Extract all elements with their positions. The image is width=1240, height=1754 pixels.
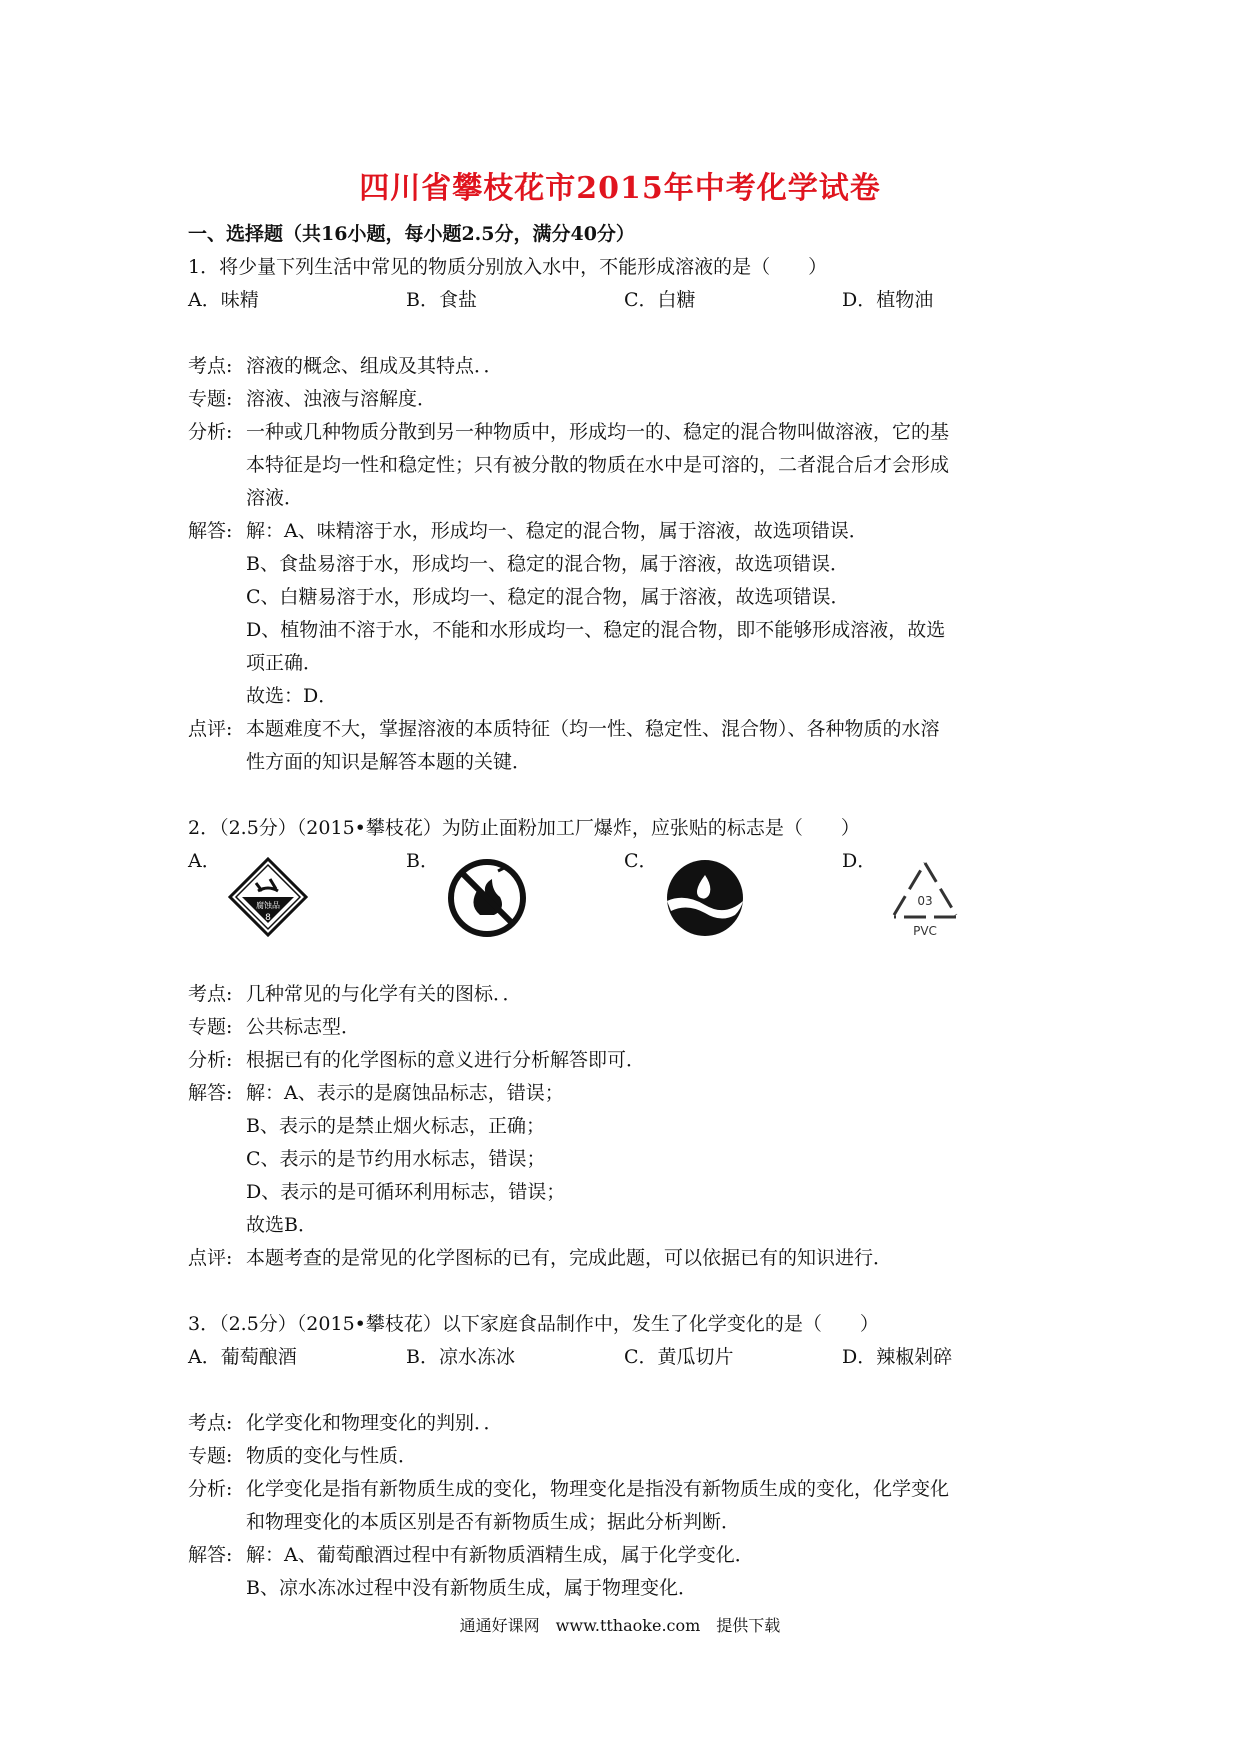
zhuanti-text: 物质的变化与性质． — [246, 1445, 418, 1467]
q1-stem: 1．将少量下列生活中常见的物质分别放入水中，不能形成溶液的是（ ） — [188, 256, 828, 278]
q1-option-a: A．味精 — [188, 289, 259, 311]
q3-kaodian — [188, 1407, 1068, 1440]
fenxi-line: 一种或几种物质分散到另一种物质中，形成均一的、稳定的混合物叫做溶液，它的基 — [246, 421, 950, 443]
q2-dianping — [188, 1242, 1068, 1275]
water-saving-sign-icon — [664, 857, 746, 939]
dianping-line: 性方面的知识是解答本题的关键． — [246, 751, 532, 773]
q3-option-a: A．葡萄酿酒 — [188, 1346, 297, 1368]
q2-option-a — [188, 845, 406, 955]
q3-option-d: D．辣椒剁碎 — [842, 1346, 953, 1368]
corrosive-sign-icon — [228, 857, 308, 937]
zhuanti-label: 专题: — [188, 388, 233, 410]
kaodian-label: 考点: — [188, 983, 233, 1005]
zhuanti-text: 溶液、浊液与溶解度． — [246, 388, 437, 410]
fenxi-label: 分析: — [188, 1478, 233, 1500]
page-footer: 通通好课网 www.tthaoke.com 提供下载 — [459, 1616, 781, 1635]
q2-option-d — [842, 845, 1060, 955]
q2-zhuanti — [188, 1011, 1068, 1044]
q2-option-b-label: B． — [406, 850, 439, 872]
jieda-line: 解：A、味精溶于水，形成均一、稳定的混合物，属于溶液，故选项错误． — [246, 520, 868, 542]
jieda-line: C、白糖易溶于水，形成均一、稳定的混合物，属于溶液，故选项错误． — [246, 586, 850, 608]
fenxi-line: 化学变化是指有新物质生成的变化，物理变化是指没有新物质生成的变化，化学变化 — [246, 1478, 950, 1500]
jieda-line: D、植物油不溶于水，不能和水形成均一、稳定的混合物，即不能够形成溶液，故选 — [246, 619, 946, 641]
q2-option-c — [624, 845, 842, 955]
corrosive-sign-text: 腐蚀品 — [256, 901, 280, 910]
q3-option-c: C．黄瓜切片 — [624, 1346, 734, 1368]
dianping-label: 点评: — [188, 718, 233, 740]
zhuanti-text: 公共标志型． — [246, 1016, 361, 1038]
fenxi-label: 分析: — [188, 421, 233, 443]
exam-content — [188, 218, 1068, 1605]
jieda-line: B、表示的是禁止烟火标志，正确； — [246, 1115, 545, 1137]
jieda-line: 项正确． — [246, 652, 323, 674]
jieda-line: B、凉水冻冰过程中没有新物质生成，属于物理变化． — [246, 1577, 697, 1599]
jieda-line: 故选：D． — [246, 685, 338, 707]
jieda-label: 解答: — [188, 520, 233, 542]
kaodian-text: 化学变化和物理变化的判别．． — [246, 1412, 503, 1434]
q3-stem: 3．（2.5分）（2015•攀枝花）以下家庭食品制作中，发生了化学变化的是（ ） — [188, 1313, 879, 1335]
recycle-sign-number: 03 — [917, 894, 933, 908]
dianping-text: 本题考查的是常见的化学图标的已有，完成此题，可以依据已有的知识进行． — [246, 1247, 893, 1269]
q2-option-a-label: A． — [188, 850, 221, 872]
jieda-line: C、表示的是节约用水标志，错误； — [246, 1148, 546, 1170]
q1-dianping — [188, 713, 1068, 779]
q3-zhuanti — [188, 1440, 1068, 1473]
jieda-label: 解答: — [188, 1544, 233, 1566]
fenxi-line: 和物理变化的本质区别是否有新物质生成；据此分析判断． — [246, 1511, 741, 1533]
corrosive-sign-number: 8 — [265, 913, 271, 923]
kaodian-text: 溶液的概念、组成及其特点．． — [246, 355, 503, 377]
zhuanti-label: 专题: — [188, 1445, 233, 1467]
q1-options — [188, 284, 1068, 317]
q2-stem: 2．（2.5分）（2015•攀枝花）为防止面粉加工厂爆炸，应张贴的标志是（ ） — [188, 817, 860, 839]
fenxi-line: 本特征是均一性和稳定性；只有被分散的物质在水中是可溶的，二者混合后才会形成 — [246, 454, 950, 476]
zhuanti-label: 专题: — [188, 1016, 233, 1038]
q2-fenxi — [188, 1044, 1068, 1077]
q2-option-b — [406, 845, 624, 955]
jieda-label: 解答: — [188, 1082, 233, 1104]
q3-fenxi — [188, 1473, 1068, 1539]
q1-jieda — [188, 515, 1068, 713]
kaodian-text: 几种常见的与化学有关的图标．． — [246, 983, 522, 1005]
section-heading: 一、选择题（共16小题，每小题2.5分，满分40分） — [188, 223, 635, 245]
q1-option-d: D．植物油 — [842, 289, 934, 311]
page-title: 四川省攀枝花市2015年中考化学试卷 — [359, 171, 881, 206]
recycle-sign-icon — [882, 857, 968, 943]
recycle-sign-text: PVC — [913, 924, 937, 938]
q3-options — [188, 1341, 1068, 1374]
q2-kaodian — [188, 978, 1068, 1011]
q2-jieda — [188, 1077, 1068, 1242]
no-fire-sign-icon — [446, 857, 528, 939]
jieda-line: 故选B． — [246, 1214, 317, 1236]
q2-option-c-label: C． — [624, 850, 658, 872]
jieda-line: B、食盐易溶于水，形成均一、稳定的混合物，属于溶液，故选项错误． — [246, 553, 849, 575]
jieda-line: 解：A、表示的是腐蚀品标志，错误； — [246, 1082, 564, 1104]
q1-zhuanti — [188, 383, 1068, 416]
q1-fenxi — [188, 416, 1068, 515]
q2-options — [188, 845, 1068, 955]
dianping-label: 点评: — [188, 1247, 233, 1269]
fenxi-label: 分析: — [188, 1049, 233, 1071]
kaodian-label: 考点: — [188, 1412, 233, 1434]
q1-option-b: B．食盐 — [406, 289, 477, 311]
q1-kaodian — [188, 350, 1068, 383]
q3-jieda — [188, 1539, 1068, 1605]
q3-option-b: B．凉水冻冰 — [406, 1346, 515, 1368]
q1-option-c: C．白糖 — [624, 289, 696, 311]
jieda-line: 解：A、葡萄酿酒过程中有新物质酒精生成，属于化学变化． — [246, 1544, 754, 1566]
fenxi-text: 根据已有的化学图标的意义进行分析解答即可． — [246, 1049, 646, 1071]
jieda-line: D、表示的是可循环利用标志，错误； — [246, 1181, 566, 1203]
dianping-line: 本题难度不大，掌握溶液的本质特征（均一性、稳定性、混合物）、各种物质的水溶 — [246, 718, 940, 740]
fenxi-line: 溶液． — [246, 487, 304, 509]
kaodian-label: 考点: — [188, 355, 233, 377]
q2-option-d-label: D． — [842, 850, 877, 872]
